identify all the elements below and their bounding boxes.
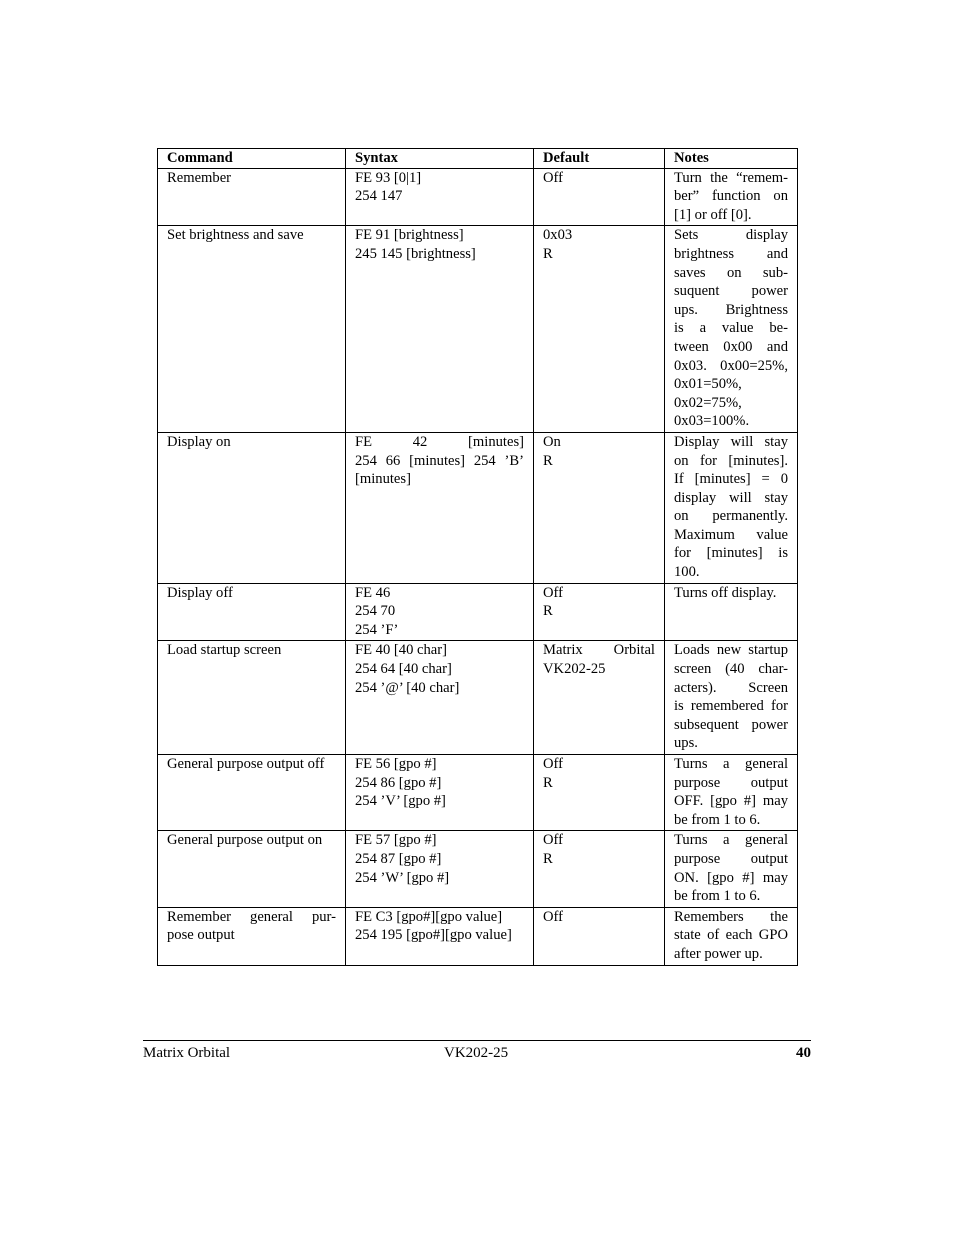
cell-command [158, 907, 346, 965]
notes-line: 0x01=50%, [674, 376, 742, 393]
command-line: Display off [167, 584, 233, 601]
syntax-line: 254 ’F’ [355, 621, 399, 638]
notes-line: on for [minutes]. [674, 452, 788, 469]
header-syntax: Syntax [346, 149, 534, 169]
default-line: Off [543, 169, 563, 186]
notes-line: after power up. [674, 945, 763, 962]
table-row [158, 831, 798, 907]
notes-line: [1] or off [0]. [674, 206, 752, 223]
cell-default [534, 168, 665, 226]
cell-notes [665, 831, 798, 907]
notes-line: is remembered for [674, 698, 788, 715]
syntax-line: FE 46 [355, 584, 391, 601]
cell-default [534, 641, 665, 755]
notes-line: ups. [674, 735, 698, 752]
notes-line: Loads new startup [674, 642, 788, 659]
notes-line: is a value be- [674, 320, 788, 337]
default-line: Off [543, 908, 563, 925]
command-line: General purpose output off [167, 756, 325, 772]
syntax-line: FE 57 [gpo #] [355, 832, 437, 849]
notes-line: on permanently. [674, 508, 788, 525]
syntax-line: FE 91 [brightness] [355, 227, 464, 244]
default-line: R [543, 774, 553, 791]
cell-syntax [346, 907, 534, 965]
syntax-line: 254 86 [gpo #] [355, 774, 442, 791]
cell-syntax [346, 168, 534, 226]
cell-command [158, 755, 346, 831]
cell-syntax [346, 583, 534, 641]
cell-command [158, 168, 346, 226]
cell-syntax [346, 831, 534, 907]
notes-line: Turn the “remem- [674, 169, 788, 186]
command-line: Set brightness and save [167, 227, 304, 244]
syntax-line: FE C3 [gpo#][gpo value] [355, 908, 503, 925]
notes-line: Turns off display. [674, 584, 777, 601]
command-line: Load startup screen [167, 642, 282, 659]
table-row [158, 226, 798, 433]
syntax-line: FE 40 [40 char] [355, 642, 447, 659]
default-line: On [543, 433, 561, 450]
syntax-line: 254 ’V’ [gpo #] [355, 793, 446, 810]
cell-default [534, 432, 665, 583]
cell-command [158, 226, 346, 433]
cell-notes [665, 226, 798, 433]
default-line: R [543, 603, 553, 620]
notes-line: saves on sub- [674, 264, 788, 281]
table-row [158, 641, 798, 755]
syntax-line: FE 93 [0|1] [355, 169, 422, 186]
cell-default [534, 583, 665, 641]
notes-line: OFF. [gpo #] may [674, 793, 788, 810]
default-line: R [543, 452, 553, 469]
notes-line: tween 0x00 and [674, 338, 788, 355]
default-line: VK202-25 [543, 661, 606, 678]
syntax-line: 254 195 [gpo#][gpo value] [355, 927, 512, 944]
cell-default [534, 907, 665, 965]
notes-line: Sets display [674, 227, 788, 244]
notes-line: If [minutes] = 0 [674, 471, 788, 488]
notes-line: ON. [gpo #] may [674, 869, 788, 886]
notes-line: 0x03. 0x00=25%, [674, 357, 788, 374]
default-line: R [543, 245, 553, 262]
cell-notes [665, 168, 798, 226]
cell-syntax [346, 226, 534, 433]
cell-notes [665, 583, 798, 641]
notes-line: 0x02=75%, [674, 394, 742, 411]
cell-notes [665, 907, 798, 965]
header-command: Command [158, 149, 346, 169]
footer-rule [143, 1040, 811, 1041]
syntax-line: FE 42 [minutes] [355, 433, 524, 450]
page-number: 40 [796, 1045, 811, 1061]
notes-line: 100. [674, 564, 700, 581]
cell-command [158, 432, 346, 583]
cell-notes [665, 641, 798, 755]
notes-line: ups. Brightness [674, 301, 788, 318]
notes-line: purpose output [674, 774, 788, 791]
notes-line: be from 1 to 6. [674, 811, 761, 828]
syntax-line: 254 87 [gpo #] [355, 850, 442, 867]
table-row [158, 907, 798, 965]
notes-line: for [minutes] is [674, 545, 788, 562]
cell-default [534, 831, 665, 907]
command-line: General purpose output on [167, 832, 323, 849]
default-line: 0x03 [543, 227, 573, 244]
command-line: Remember [167, 169, 232, 186]
cell-default [534, 226, 665, 433]
default-line: Matrix Orbital [543, 642, 655, 659]
footer-model: VK202-25 [444, 1045, 509, 1061]
cell-syntax [346, 755, 534, 831]
command-line: pose output [167, 927, 235, 944]
syntax-line: 245 145 [brightness] [355, 245, 476, 262]
table-row [158, 755, 798, 831]
table-header-row [158, 149, 798, 169]
default-line: Off [543, 832, 563, 849]
notes-line: state of each GPO [674, 927, 788, 944]
table-row [158, 168, 798, 226]
syntax-line: 254 66 [minutes] 254 ’B’ [355, 452, 524, 469]
notes-line: subsequent power [674, 716, 788, 733]
command-line: Display on [167, 433, 231, 450]
default-line: Off [543, 756, 563, 772]
cell-syntax [346, 432, 534, 583]
notes-line: Remembers the [674, 908, 788, 925]
notes-line: Turns a general [674, 756, 788, 772]
notes-line: be from 1 to 6. [674, 888, 761, 905]
table-row [158, 583, 798, 641]
syntax-line: [minutes] [355, 471, 411, 488]
notes-line: brightness and [674, 245, 788, 262]
table-row [158, 432, 798, 583]
cell-command [158, 641, 346, 755]
table-body [158, 168, 798, 965]
header-notes: Notes [665, 149, 798, 169]
syntax-line: 254 ’W’ [gpo #] [355, 869, 450, 886]
syntax-line: 254 70 [355, 603, 396, 620]
syntax-line: 254 ’@’ [40 char] [355, 679, 460, 696]
syntax-line: 254 147 [355, 188, 403, 205]
cell-command [158, 583, 346, 641]
cell-command [158, 831, 346, 907]
notes-line: Display will stay [674, 433, 788, 450]
syntax-line: FE 56 [gpo #] [355, 756, 437, 772]
default-line: Off [543, 584, 563, 601]
command-line: Remember general pur- [167, 908, 336, 925]
default-line: R [543, 850, 553, 867]
header-default: Default [534, 149, 665, 169]
footer-company: Matrix Orbital [143, 1045, 231, 1061]
cell-notes [665, 755, 798, 831]
notes-line: Maximum value [674, 526, 788, 543]
cell-notes [665, 432, 798, 583]
notes-line: suquent power [674, 283, 788, 300]
notes-line: acters). Screen [674, 679, 788, 696]
notes-line: ber” function on [674, 188, 788, 205]
notes-line: purpose output [674, 850, 788, 867]
cell-syntax [346, 641, 534, 755]
command-table [157, 148, 798, 966]
syntax-line: 254 64 [40 char] [355, 661, 452, 678]
notes-line: screen (40 char- [674, 661, 788, 678]
notes-line: display will stay [674, 489, 788, 506]
notes-line: 0x03=100%. [674, 413, 750, 430]
cell-default [534, 755, 665, 831]
notes-line: Turns a general [674, 832, 788, 849]
